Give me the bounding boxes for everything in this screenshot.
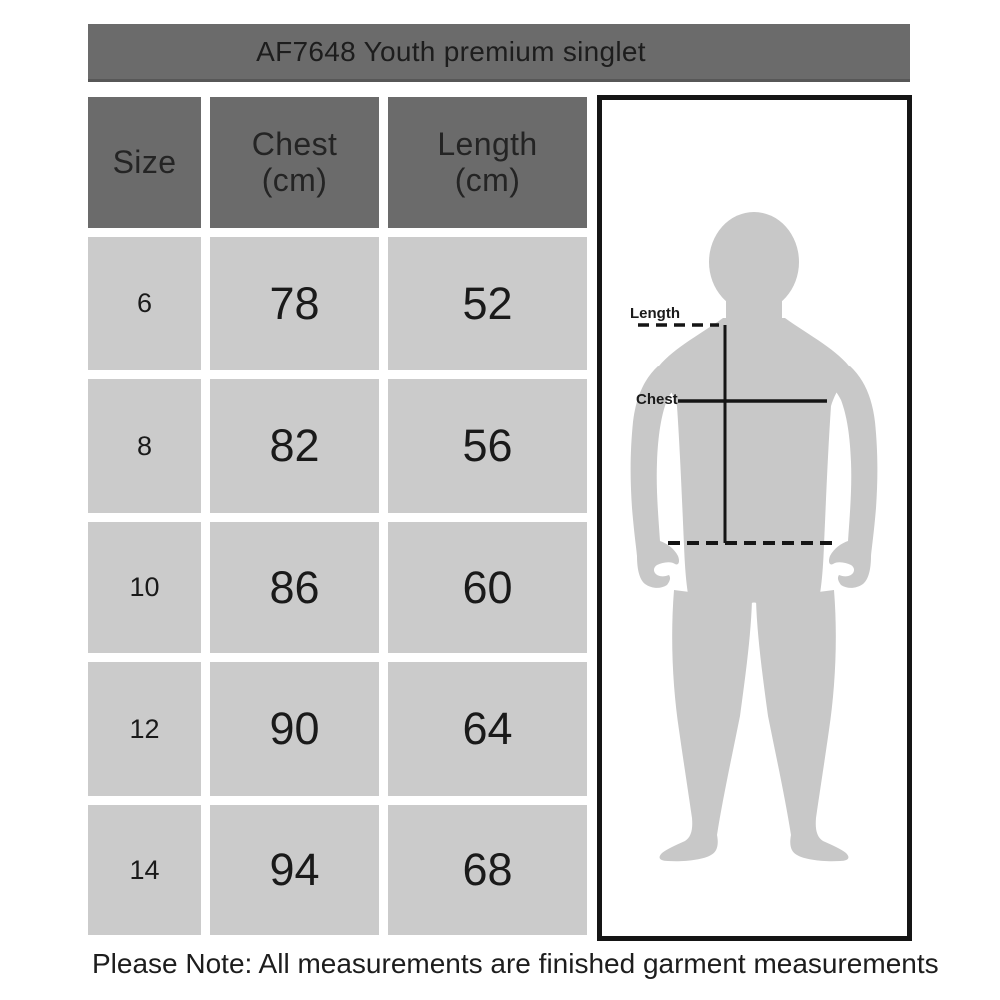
chest-label: Chest [636, 391, 678, 408]
length-cell: 52 [388, 237, 587, 370]
silhouette-right-leg [756, 590, 848, 861]
size-cell: 6 [88, 237, 201, 370]
column-header-size [88, 97, 201, 228]
column-header-label: Chest [251, 125, 338, 162]
column-header-unit: (cm) [261, 161, 328, 198]
silhouette-torso [656, 318, 852, 610]
column-header-label: Size [112, 143, 177, 180]
length-label: Length [630, 305, 680, 322]
chest-cell: 90 [210, 662, 379, 796]
child-silhouette-graphic [602, 100, 907, 936]
length-cell: 64 [388, 662, 587, 796]
size-table [88, 97, 587, 935]
silhouette-left-leg [660, 590, 752, 861]
chest-cell: 82 [210, 379, 379, 513]
column-header-unit: (cm) [454, 161, 521, 198]
chest-cell: 86 [210, 522, 379, 653]
chest-cell: 94 [210, 805, 379, 935]
size-cell: 8 [88, 379, 201, 513]
measurement-diagram [597, 95, 912, 941]
size-cell: 10 [88, 522, 201, 653]
length-cell: 56 [388, 379, 587, 513]
chest-cell: 78 [210, 237, 379, 370]
column-header-length [388, 97, 587, 228]
title-bar [88, 24, 910, 82]
length-cell: 60 [388, 522, 587, 653]
page-title: AF7648 Youth premium singlet [256, 35, 646, 67]
size-cell: 14 [88, 805, 201, 935]
length-cell: 68 [388, 805, 587, 935]
column-header-chest [210, 97, 379, 228]
column-header-label: Length [437, 125, 538, 162]
size-cell: 12 [88, 662, 201, 796]
note-text: Please Note: All measurements are finished garment measurements [92, 948, 939, 979]
